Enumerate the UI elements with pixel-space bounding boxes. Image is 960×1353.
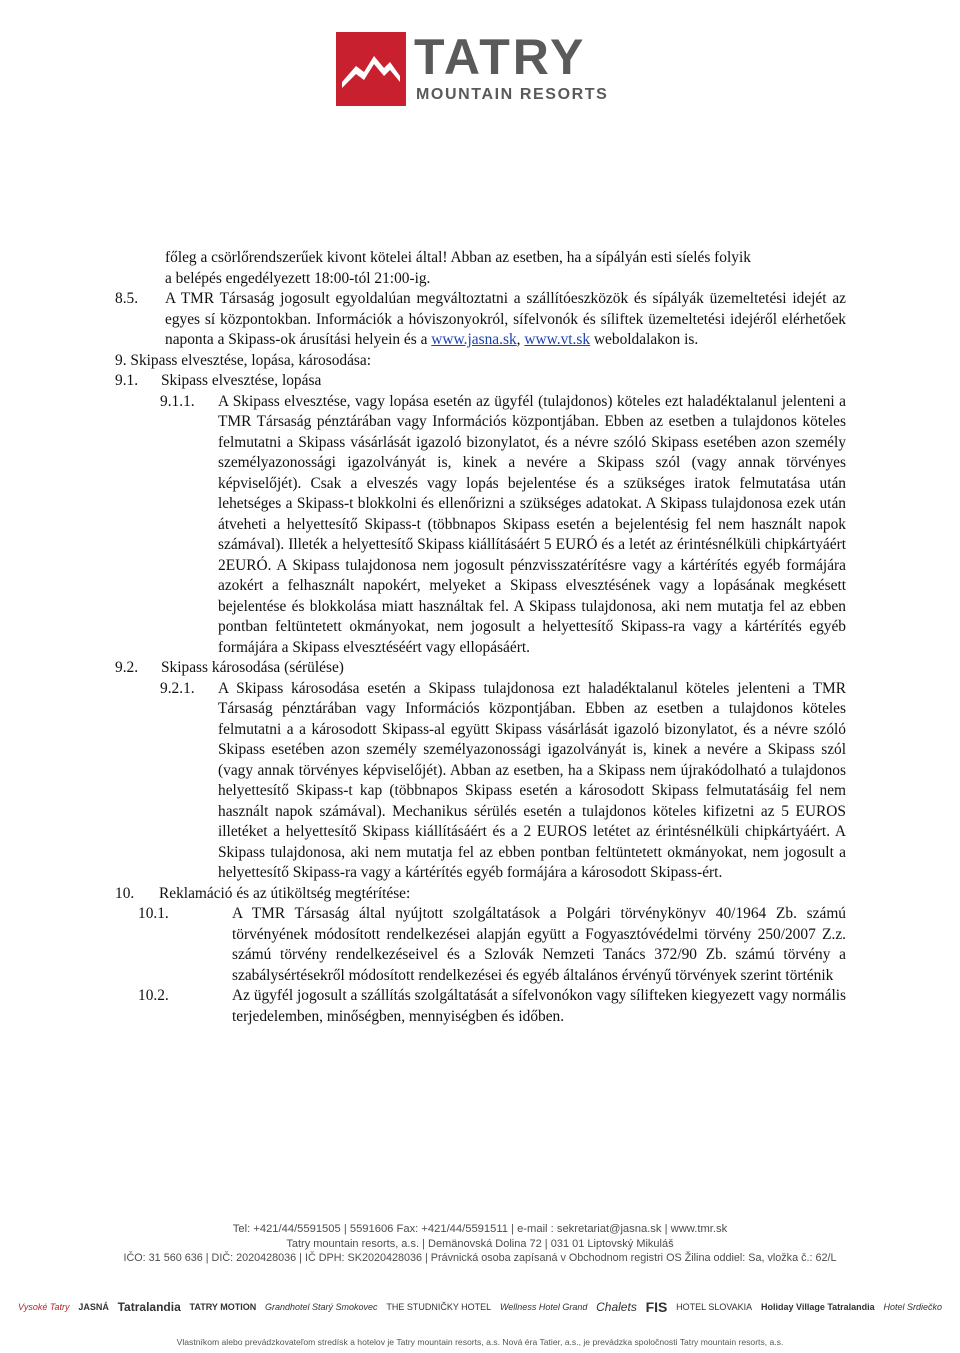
section-text: A Skipass elvesztése, vagy lopása esetén az ügyfél (tulajdonos) köteles ezt haladéktalanul jelenteni a TMR Társaság pénztárában vagy Információs központjában. Ebben az esetben a tulajdonos köteles felmutatni a Skipass vásárlását igazoló bizonylatot, és a névre szóló Skipass esetében azon személy személyazonossági igazolványát is, kinek a nevére a Skipass szól (vagy annak törvényes képviselőjét). Csak a elveszés vagy lopás bejelentése és a szükséges iratok felmutatása után lehetséges a Skipass-t blokkolni és ellenőrizni a szükséges adatokat. A Skipass tulajdonosa ezek után átveheti a helyettesítő Skipass-t (többnapos Skipass esetén a bejelentésig fel nem használt napok számával). Illeték a helyettesítő Skipass kiállításáért 5 EURÓ és a letét az érintésnélküli chipkártyáért 2EURÓ. A Skipass tulajdonosa nem jogosult pénzvisszatérítésre vagy a kártérítés egyéb formájára azokért a felhasznált napokért, melyeket a Skipass elvesztésének vagy a lopásának megkésett bejelentése és blokkolása miatt használtak fel. A Skipass tulajdonosa, aki nem mutatja fel az ebben pontban feltüntetett okmányokat, nem jogosult a helyettesítő Skipass-ra vagy a kártérítés egyéb formájára a Skipass elvesztéséért vagy ellopásáért. — [218, 392, 846, 656]
partner-logo: HOTEL SLOVAKIA — [676, 1301, 753, 1312]
page-footer — [0, 1222, 960, 1266]
partner-logo: Holiday Village Tatralandia — [760, 1301, 875, 1312]
document-body — [115, 248, 846, 1027]
section-title: Skipass elvesztése, lopása — [161, 372, 322, 389]
footer-address-line: Tatry mountain resorts, a.s. | Demänovská Dolina 72 | 031 01 Liptovský Mikuláš — [286, 1238, 674, 1250]
section-10-1 — [138, 904, 846, 986]
section-9-2 — [115, 658, 846, 679]
section-text: A Skipass károsodása esetén a Skipass tulajdonosa ezt haladéktalanul köteles jelenteni a TMR Társaság pénztárában vagy Információs központjában. Ebben az esetben a tulajdonos köteles felmutatni a a károsodott Skipass-al együtt Skipass vásárlását igazoló bizonylatot, és a névre szóló Skipass esetében azon személy személyazonossági igazolványát is, kinek a nevére a Skipass szól (vagy annak törvényes képviselőjét). Abban az esetben, ha a Skipass nem újrakódolható a tulajdonos helyettesítő Skipass-t kap (többnapos Skipass esetén a károsodott Skipass felmutatásáig fel nem használt napok számával). Mechanikus sérülés esetén a tulajdonos köteles kifizetni az 5 EUROS illetéket a helyettesítő Skipass kiállításáért és a 2 EUROS letétet az érintésnélküli chipkártyáért. A Skipass tulajdonosa, aki nem mutatja fel az ebben pontban feltüntetett okmányokat, nem jogosult a helyettesítő Skipass-ra vagy a kártérítés egyéb formájára a károsodott Skipass-ért. — [218, 679, 846, 881]
section-8-5-tail: weboldalakon is. — [590, 331, 699, 348]
section-number: 8.5. — [115, 290, 139, 307]
partner-logo: FIS — [645, 1298, 668, 1315]
logo-subtitle-text: MOUNTAIN RESORTS — [416, 86, 609, 103]
section-title: Reklamáció és az útiköltség megtérítése: — [159, 884, 411, 902]
section-number: 9.2.1. — [160, 679, 195, 697]
section-title: Skipass károsodása (sérülése) — [161, 659, 344, 676]
logo-brand-text: TATRY — [414, 29, 587, 85]
partner-logo: Wellness Hotel Grand — [499, 1301, 588, 1312]
footer-fine-print: Vlastníkom alebo prevádzkovateľom stredísk a hotelov je Tatry mountain resorts, a.s. Nová éra Tatier, a.s., je prevádzka spoločnosti Tatry mountain resorts, a.s. — [176, 1337, 784, 1347]
section-10-2 — [138, 986, 846, 1027]
intro-line-2: a belépés engedélyezett 18:00-tól 21:00-ig. — [165, 269, 431, 287]
intro-line-1: főleg a csörlőrendszerűek kivont kötelei által! Abban az esetben, ha a sípályán esti síelés folyik — [165, 249, 751, 266]
section-9-1-1 — [160, 392, 846, 659]
partner-logo: TATRY MOTION — [189, 1301, 257, 1312]
partner-logo: Vysoké Tatry — [18, 1301, 70, 1312]
section-number: 10.2. — [138, 987, 169, 1004]
jasna-link[interactable]: www.jasna.sk — [431, 331, 517, 348]
partner-logo: THE STUDNIČKY HOTEL — [386, 1301, 492, 1312]
section-text: A TMR Társaság által nyújtott szolgáltatások a Polgári törvénykönyv 40/1964 Zb. számú törvényének módosított rendelkezései alapján együtt a Fogyasztóvédelmi törvény 250/2007 Z.z. számú törvény rendelkezéseivel és a Szlovák Nemzeti Tanács 372/90 Zb. számú törvény a szabálysértésekről módosított rendelkezései és egyéb általános érvényű törvények szerint történik — [232, 905, 846, 984]
partner-logo: Hotel Srdiečko — [883, 1301, 942, 1312]
footer-contact-line: Tel: +421/44/5591505 | 5591606 Fax: +421/44/5591511 | e-mail : sekretariat@jasna.sk | www.tmr.sk — [232, 1223, 728, 1235]
link-separator: , — [516, 331, 521, 348]
section-number: 10. — [115, 884, 135, 902]
partner-logo: Grandhotel Starý Smokovec — [264, 1301, 378, 1312]
footer-registration-line: IČO: 31 560 636 | DIČ: 2020428036 | IČ DPH: SK2020428036 | Právnická osoba zapísaná v Obchodnom registri OS Žilina oddiel: Sa, vložka č.: 62/L — [123, 1252, 837, 1264]
section-9-2-1 — [160, 679, 846, 884]
partner-logo: JASNÁ — [78, 1301, 109, 1312]
vt-link[interactable]: www.vt.sk — [524, 331, 591, 348]
section-text — [165, 289, 846, 351]
section-9-heading: 9. Skipass elvesztése, lopása, károsodása: — [115, 351, 372, 369]
mountain-logo-icon — [336, 32, 406, 106]
company-logo — [336, 30, 626, 110]
section-text: Az ügyfél jogosult a szállítás szolgáltatását a sífelvonókon vagy sílifteken kiegyezett vagy normális terjedelemben, minőségben, mennyiségben és időben. — [232, 987, 846, 1025]
section-number: 9.1.1. — [160, 392, 195, 410]
section-8-5 — [115, 289, 846, 351]
section-8-5-text: A TMR Társaság jogosult egyoldalúan megváltoztatni a szállítóeszközök és sípályák üzemeltetési idejét az egyes sí központokban. Információk a hóviszonyokról, sífelvonók és síliftek üzemeltetési idejéről elérhetőek naponta a Skipass-ok árusítási helyein és a — [165, 290, 846, 348]
section-9-1 — [115, 371, 846, 392]
partner-logos — [18, 1287, 942, 1327]
section-10 — [115, 884, 846, 905]
section-number: 9.1. — [115, 372, 139, 389]
partner-logo: Tatralandia — [117, 1299, 181, 1314]
partner-logo: Chalets — [596, 1299, 637, 1314]
section-number: 10.1. — [138, 905, 169, 922]
section-number: 9.2. — [115, 659, 139, 676]
